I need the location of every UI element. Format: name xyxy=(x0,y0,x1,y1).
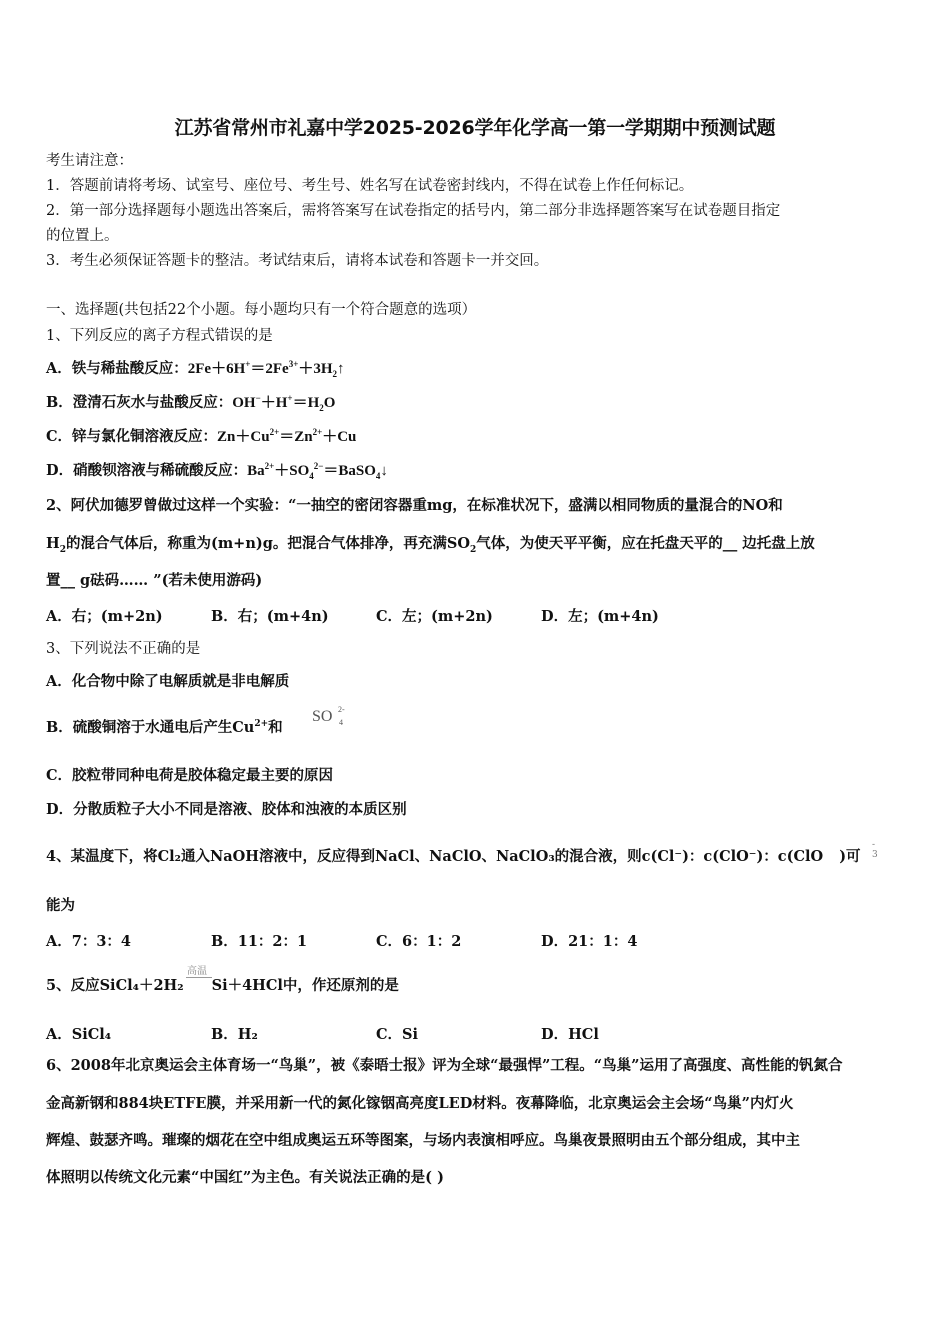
q1-option-a-label: A．铁与稀盐酸反应： xyxy=(46,360,188,377)
q1-stem: 1、下列反应的离子方程式错误的是 xyxy=(46,328,273,344)
q4-line-1: 4、某温度下，将Cl₂通入NaOH溶液中，反应得到NaCl、NaClO、NaClO₃的混合液，则c(Cl⁻)：c(ClO⁻)：c(ClO )可 xyxy=(46,848,861,865)
notice-item-3: 3．考生必须保证答题卡的整洁。考试结束后，请将本试卷和答题卡一并交回。 xyxy=(46,253,549,269)
q1-option-c-label: C．锌与氯化铜溶液反应： xyxy=(46,428,218,445)
q5-option-d[interactable]: D．HCl xyxy=(541,1026,599,1043)
section-heading: 一、选择题(共包括22个小题。每小题均只有一个符合题意的选项） xyxy=(46,302,477,318)
q3-option-c[interactable]: C．胶粒带同种电荷是胶体稳定最主要的原因 xyxy=(46,767,334,784)
reaction-condition-label: 高温 xyxy=(187,966,207,977)
q2-line-1: 2、阿伏加德罗曾做过这样一个实验：“一抽空的密闭容器重mg，在标准状况下，盛满以相同物质的量混合的NO和 xyxy=(46,497,783,514)
q5-option-b[interactable]: B．H₂ xyxy=(211,1026,258,1043)
notice-heading: 考生请注意： xyxy=(46,153,133,169)
q5-stem: 5、反应SiCl₄＋2H₂ Si＋4HCl中，作还原剂的是 xyxy=(46,977,399,994)
q2-line-3: 置__ g砝码…… ”(若未使用游码) xyxy=(46,572,263,589)
q1-option-a-equation: $2Fe+6H^+=2Fe^{3+}+3H_2↑$ xyxy=(187,359,345,379)
q1-option-c-equation: $Zn+Cu^{2+}=Zn^{2+}+Cu$ xyxy=(217,427,357,445)
q4-option-c[interactable]: C．6：1：2 xyxy=(376,933,462,950)
chlorate-superscript-image: - 3 xyxy=(872,840,878,860)
sulfate-formula-image: SO 2- 4 xyxy=(312,705,345,727)
q1-option-b xyxy=(46,393,906,413)
q1-option-c xyxy=(46,427,906,447)
q2-option-d[interactable]: D．左；(m+4n) xyxy=(541,608,659,625)
notice-item-2-cont: 的位置上。 xyxy=(46,228,119,244)
q6-line-1: 6、2008年北京奥运会主体育场一“鸟巢”，被《泰晤士报》评为全球“最强悍”工程。“鸟巢”运用了高强度、高性能的钒氮合 xyxy=(46,1057,843,1074)
q2-option-b[interactable]: B．右；(m+4n) xyxy=(211,608,329,625)
q4-option-b[interactable]: B．11：2：1 xyxy=(211,933,308,950)
q6-line-3: 辉煌、鼓瑟齐鸣。璀璨的烟花在空中组成奥运五环等图案，与场内表演相呼应。鸟巢夜景照明由五个部分组成，其中主 xyxy=(46,1132,800,1149)
q1-option-d-label: D．硝酸钡溶液与稀硫酸反应： xyxy=(46,462,248,479)
notice-item-1: 1．答题前请将考场、试室号、座位号、考生号、姓名写在试卷密封线内，不得在试卷上作任何标记。 xyxy=(46,178,694,194)
q4-option-a[interactable]: A．7：3：4 xyxy=(46,933,132,950)
q1-option-b-equation: $OH^-+H^+=H_2O$ xyxy=(232,393,336,413)
q2-option-c[interactable]: C．左；(m+2n) xyxy=(376,608,493,625)
reaction-arrow-line xyxy=(186,977,212,978)
q4-option-d[interactable]: D．21：1：4 xyxy=(541,933,638,950)
q3-option-b[interactable]: B．硫酸铜溶于水通电后产生$Cu^{2+}$和 xyxy=(46,719,283,736)
notice-item-2: 2．第一部分选择题每小题选出答案后，需将答案写在试卷指定的括号内，第二部分非选择题答案写在试卷题目指定 xyxy=(46,203,781,219)
q2-line-2: $H_2$的混合气体后，称重为(m+n)g。把混合气体排净，再充满$SO_2$气体，为使天平平衡，应在托盘天平的__ 边托盘上放 xyxy=(46,535,815,555)
q1-option-a xyxy=(46,359,906,379)
q3-option-d[interactable]: D．分散质粒子大小不同是溶液、胶体和浊液的本质区别 xyxy=(46,801,407,818)
q4-line-2: 能为 xyxy=(46,897,75,914)
q1-option-d xyxy=(46,461,906,481)
page-title: 江苏省常州市礼嘉中学2025-2026学年化学高一第一学期期中预测试题 xyxy=(174,117,776,139)
q2-option-a[interactable]: A．右；(m+2n) xyxy=(46,608,163,625)
q3-stem: 3、下列说法不正确的是 xyxy=(46,641,201,657)
q1-option-d-equation: $Ba^{2+}+SO_4^{2-}=BaSO_4↓$ xyxy=(247,461,388,481)
q1-option-b-label: B．澄清石灰水与盐酸反应： xyxy=(46,394,233,411)
q5-option-c[interactable]: C．Si xyxy=(376,1026,419,1043)
q6-line-4: 体照明以传统文化元素“中国红”为主色。有关说法正确的是( ) xyxy=(46,1169,444,1186)
q6-line-2: 金高新钢和884块ETFE膜，并采用新一代的氮化镓铟高亮度LED材料。夜幕降临，北京奥运会主会场“鸟巢”内灯火 xyxy=(46,1095,794,1112)
q3-option-a[interactable]: A．化合物中除了电解质就是非电解质 xyxy=(46,673,290,690)
q5-option-a[interactable]: A．SiCl₄ xyxy=(46,1026,112,1043)
